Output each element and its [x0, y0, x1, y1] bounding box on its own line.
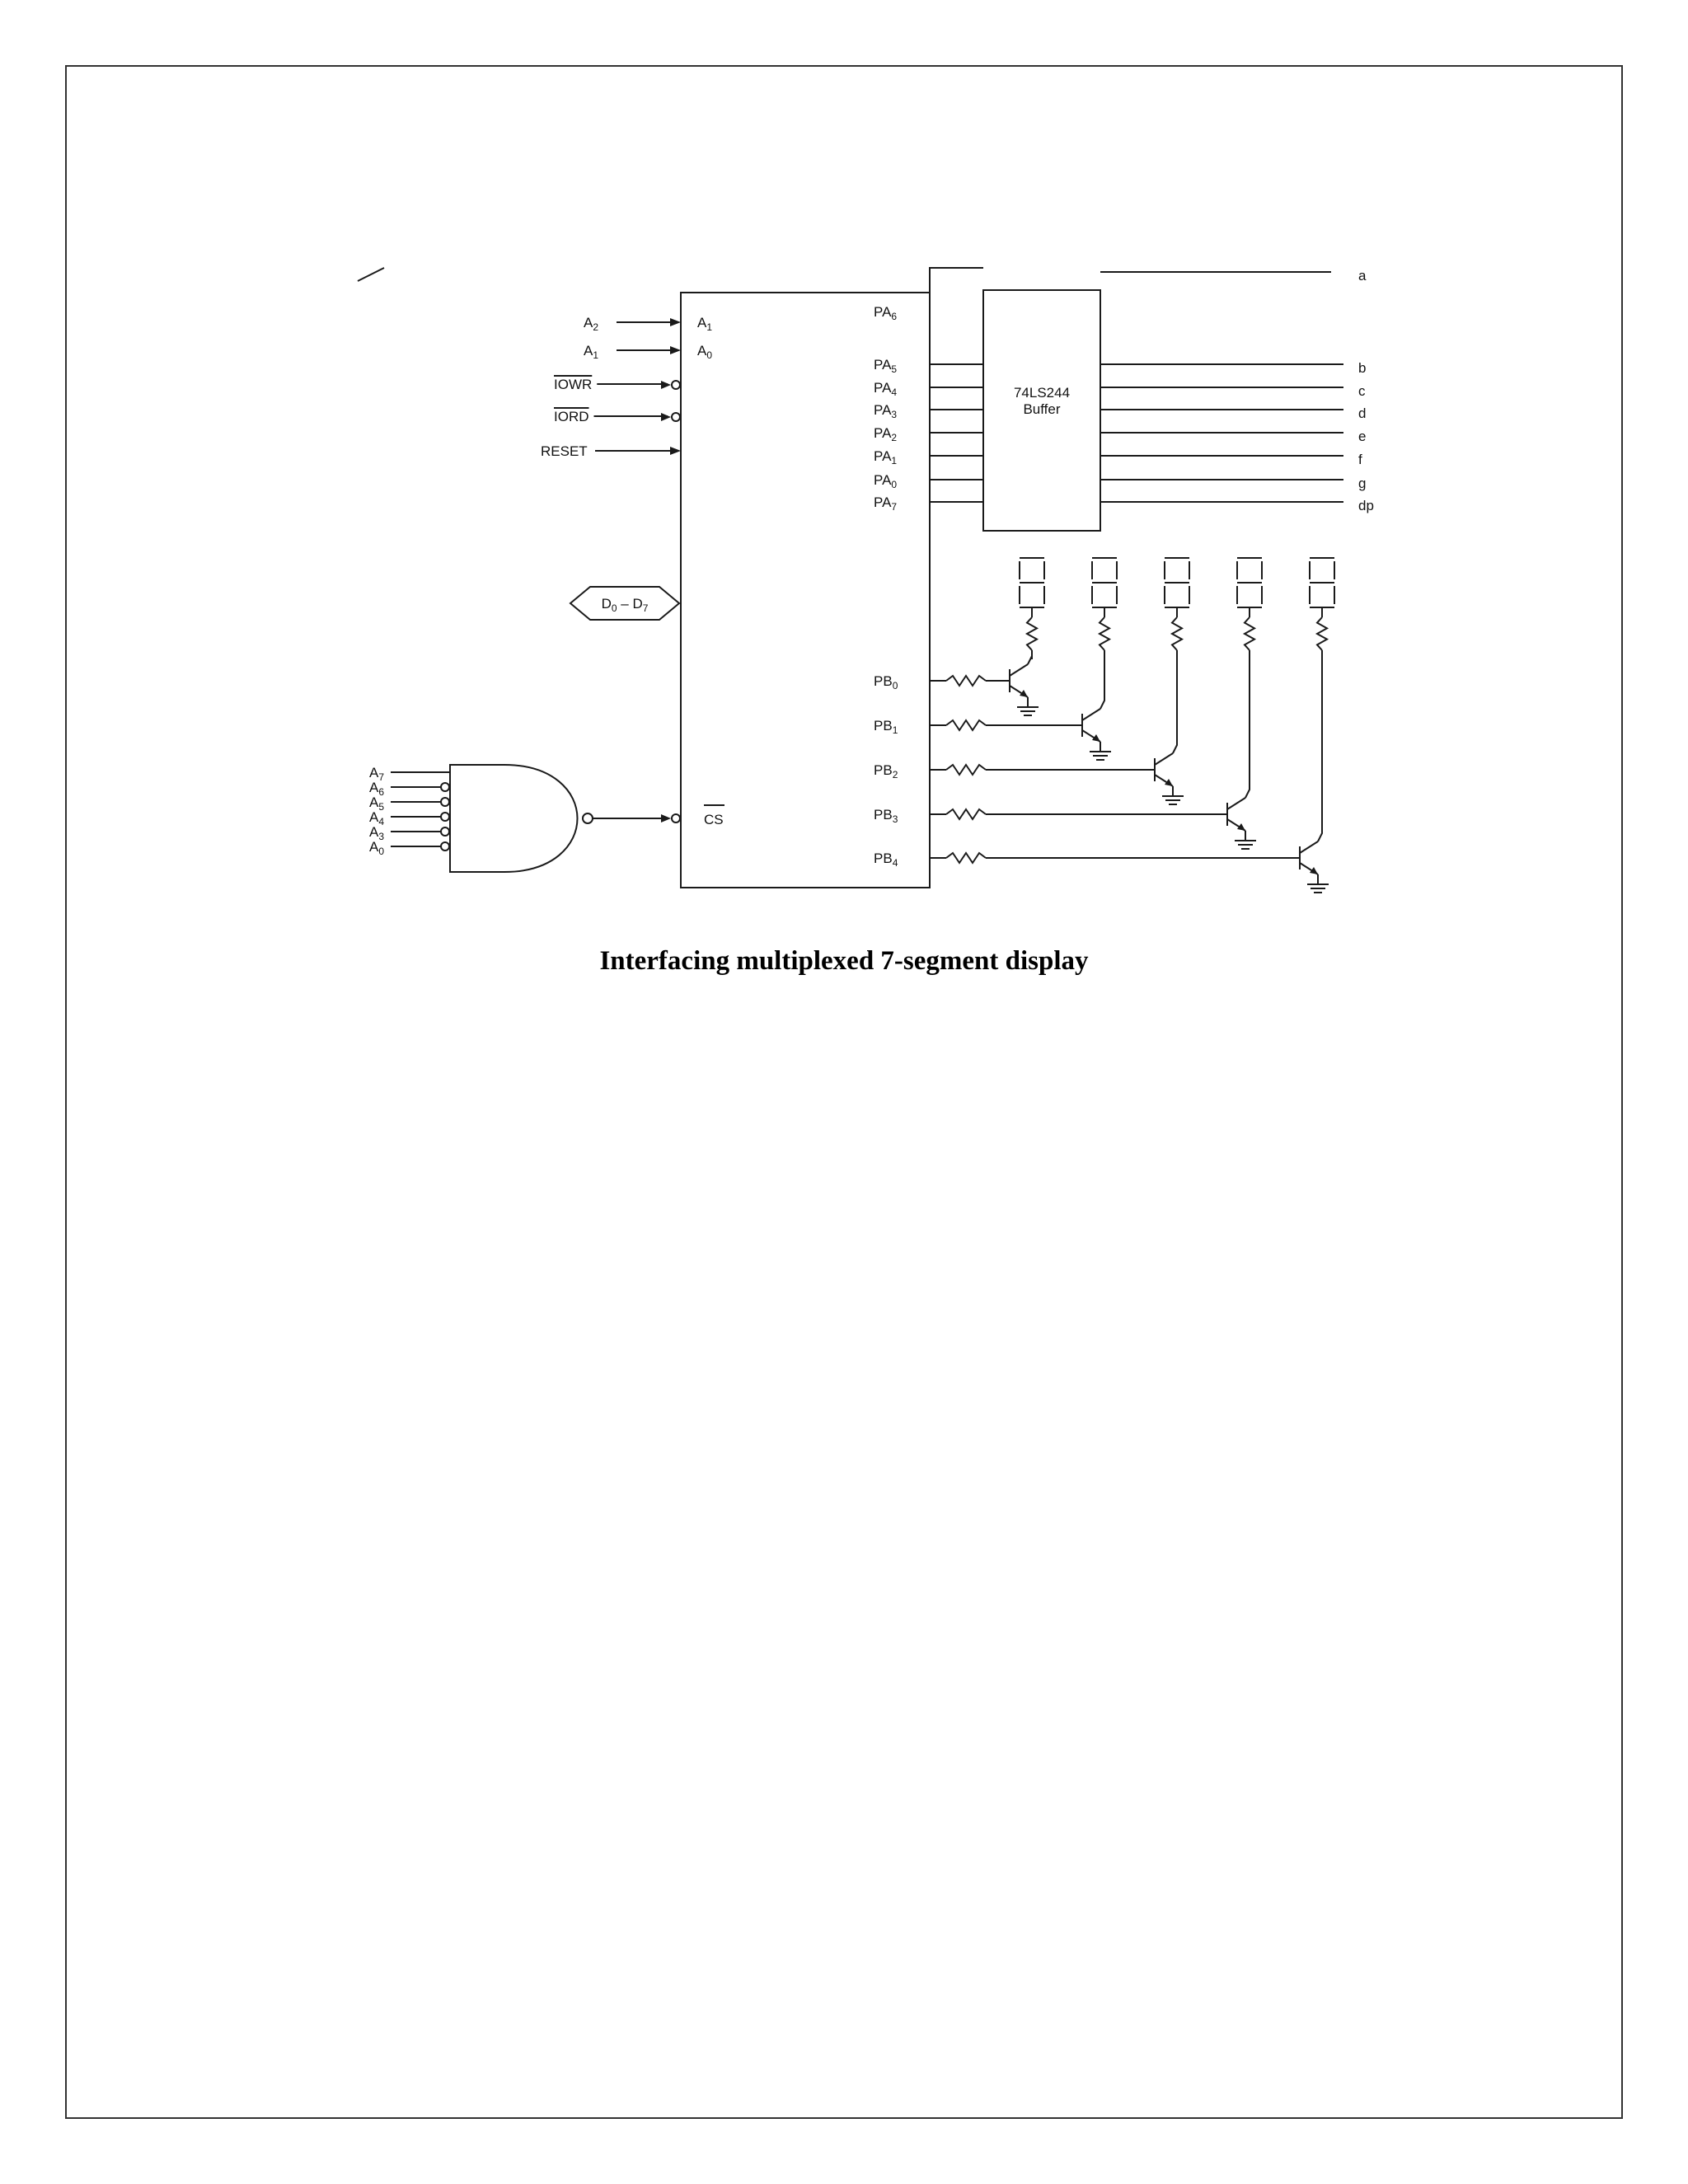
- port-b-pin-label: $PB_0$: [874, 673, 898, 691]
- control-input-iord: [554, 408, 680, 424]
- port-a-pin-label: $PA_7$: [874, 494, 898, 513]
- segment-line-5: [1100, 452, 1362, 467]
- port-b-pin-label: $PB_2$: [874, 762, 898, 780]
- segment-line-3: [1100, 405, 1366, 421]
- port-a-pin-label: $PA_0$: [874, 472, 898, 490]
- segment-output-lines: [1100, 268, 1374, 513]
- segment-line-4: [1100, 429, 1366, 444]
- base-resistor: [946, 853, 986, 863]
- segment-line-7: [1100, 498, 1374, 513]
- address-input-a1: [584, 343, 712, 361]
- seven-segment-display-3: [1237, 558, 1262, 659]
- port-b-pin-label: $PB_3$: [874, 807, 898, 825]
- segment-label: b: [1358, 360, 1367, 376]
- port-a-pin-label: $PA_2$: [874, 425, 898, 443]
- port-a-pin-6: [874, 472, 983, 490]
- port-a-pin-label: $PA_3$: [874, 402, 898, 420]
- segment-line-0: [1100, 268, 1367, 284]
- port-b-drivers: [874, 656, 1329, 893]
- port-b-pin-label: $PB_4$: [874, 851, 898, 869]
- chip-pin-a1-label: $A_1$: [697, 315, 713, 333]
- port-a-pin-3: [874, 402, 983, 420]
- nand-input-label: $A_0$: [369, 839, 385, 857]
- chip-pin-a0-label: $A_0$: [697, 343, 713, 361]
- address-input-a2: [584, 315, 712, 333]
- nand-input-label: $A_4$: [369, 809, 385, 827]
- seven-segment-display-0: [1020, 558, 1044, 659]
- base-resistor: [946, 765, 986, 775]
- port-b-driver-1: [874, 659, 1111, 760]
- anode-resistor: [1100, 617, 1109, 650]
- nand-input-0: [369, 765, 450, 783]
- port-a-pin-4: [874, 425, 983, 443]
- port-b-driver-3: [874, 659, 1256, 849]
- port-b-pin-label: $PB_1$: [874, 718, 898, 736]
- control-input-reset: [541, 443, 681, 459]
- segment-label: g: [1358, 476, 1367, 491]
- cs-label: CS: [704, 812, 724, 827]
- segment-label: d: [1358, 405, 1367, 421]
- segment-label: dp: [1358, 498, 1374, 513]
- control-input-iowr: [554, 376, 680, 392]
- base-resistor: [946, 720, 986, 730]
- port-a-pin-label: $PA_5$: [874, 357, 898, 375]
- buffer-part-label: 74LS244: [1013, 385, 1071, 401]
- segment-label: f: [1358, 452, 1362, 467]
- address-a1-label: $A_1$: [584, 343, 599, 361]
- iord-label: IORD: [554, 409, 589, 424]
- pen-mark: [358, 268, 384, 281]
- figure-caption: Interfacing multiplexed 7-segment display: [599, 946, 1089, 976]
- nand-inputs: [369, 765, 450, 857]
- nand-input-label: $A_6$: [369, 780, 385, 798]
- seven-segment-display-2: [1165, 558, 1189, 659]
- anode-resistor: [1317, 617, 1327, 650]
- data-bus-label: $D_0 - D_7$: [601, 596, 649, 614]
- reset-label: RESET: [541, 443, 588, 459]
- nand-input-label: $A_7$: [369, 765, 385, 783]
- port-a-pin-7: [874, 494, 983, 513]
- data-bus-arrow: [570, 587, 679, 620]
- port-a-pin-label: $PA_6$: [874, 304, 898, 322]
- buffer-name-label: Buffer: [1023, 401, 1061, 417]
- segment-label: c: [1358, 383, 1366, 399]
- segment-line-6: [1100, 476, 1366, 491]
- nand-input-label: $A_5$: [369, 794, 385, 813]
- port-a-pin-label: $PA_1$: [874, 448, 898, 466]
- address-a2-label: $A_2$: [584, 315, 599, 333]
- port-a-pin-1: [874, 357, 983, 375]
- segment-line-1: [1100, 360, 1366, 376]
- seven-segment-displays: [1020, 558, 1334, 659]
- port-a-pin-5: [874, 448, 983, 466]
- anode-resistor: [1172, 617, 1182, 650]
- port-b-driver-2: [874, 659, 1184, 804]
- segment-label: a: [1358, 268, 1367, 284]
- anode-resistor: [1027, 617, 1037, 650]
- port-b-driver-4: [874, 659, 1329, 893]
- nand-input-label: $A_3$: [369, 824, 385, 842]
- port-a-pin-2: [874, 380, 983, 398]
- segment-label: e: [1358, 429, 1367, 444]
- base-resistor: [946, 676, 986, 686]
- seven-segment-display-1: [1092, 558, 1117, 659]
- anode-resistor: [1245, 617, 1254, 650]
- base-resistor: [946, 809, 986, 819]
- port-a-pin-label: $PA_4$: [874, 380, 898, 398]
- segment-line-2: [1100, 383, 1366, 399]
- port-b-driver-0: [874, 656, 1039, 715]
- iowr-label: IOWR: [554, 377, 593, 392]
- port-a-pin-0: [874, 268, 983, 322]
- ppi-chip-body: [681, 293, 930, 888]
- nand-gate: [450, 765, 724, 872]
- port-a-pins: [874, 268, 983, 513]
- seven-segment-display-4: [1310, 558, 1334, 659]
